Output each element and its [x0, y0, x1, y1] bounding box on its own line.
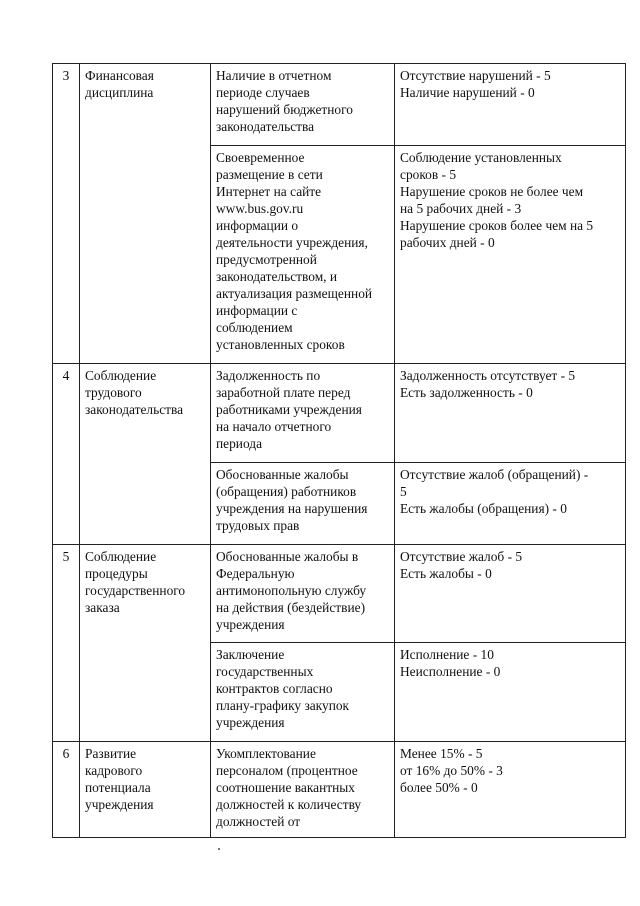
criterion-cell: Финансовая дисциплина	[80, 64, 211, 364]
indicator-cell: Задолженность по заработной плате перед работниками учреждения на начало отчетного периода	[211, 364, 395, 463]
scan-speck	[218, 848, 220, 850]
criterion-cell: Развитие кадрового потенциала учреждения	[80, 742, 211, 838]
score-cell: Исполнение - 10 Неисполнение - 0	[395, 643, 626, 742]
score-cell: Отсутствие нарушений - 5 Наличие нарушений - 0	[395, 64, 626, 146]
row-number: 4	[53, 364, 80, 545]
score-cell: Задолженность отсутствует - 5 Есть задолженность - 0	[395, 364, 626, 463]
indicator-cell: Укомплектование персоналом (процентное соотношение вакантных должностей к количеству должностей от	[211, 742, 395, 838]
evaluation-criteria-table	[52, 63, 626, 838]
indicator-cell: Обоснованные жалобы в Федеральную антимонопольную службу на действия (бездействие) учреждения	[211, 545, 395, 643]
score-cell: Менее 15% - 5 от 16% до 50% - 3 более 50% - 0	[395, 742, 626, 838]
criterion-cell: Соблюдение трудового законодательства	[80, 364, 211, 545]
score-cell: Отсутствие жалоб (обращений) - 5 Есть жалобы (обращения) - 0	[395, 463, 626, 545]
table-row	[53, 364, 626, 463]
table-row	[53, 742, 626, 838]
indicator-cell: Наличие в отчетном периоде случаев нарушений бюджетного законодательства	[211, 64, 395, 146]
indicator-cell: Своевременное размещение в сети Интернет на сайте www.bus.gov.ru информации о деятельности учреждения, предусмотренной законодательством, и актуализация размещенной информации с соблюдением установленных сроков	[211, 146, 395, 364]
table-row	[53, 545, 626, 643]
row-number: 5	[53, 545, 80, 742]
score-cell: Соблюдение установленных сроков - 5 Нарушение сроков не более чем на 5 рабочих дней - 3 Нарушение сроков более чем на 5 рабочих дней - 0	[395, 146, 626, 364]
score-cell: Отсутствие жалоб - 5 Есть жалобы - 0	[395, 545, 626, 643]
criterion-cell: Соблюдение процедуры государственного заказа	[80, 545, 211, 742]
row-number: 3	[53, 64, 80, 364]
row-number: 6	[53, 742, 80, 838]
indicator-cell: Обоснованные жалобы (обращения) работников учреждения на нарушения трудовых прав	[211, 463, 395, 545]
indicator-cell: Заключение государственных контрактов согласно плану-графику закупок учреждения	[211, 643, 395, 742]
table-row	[53, 64, 626, 146]
